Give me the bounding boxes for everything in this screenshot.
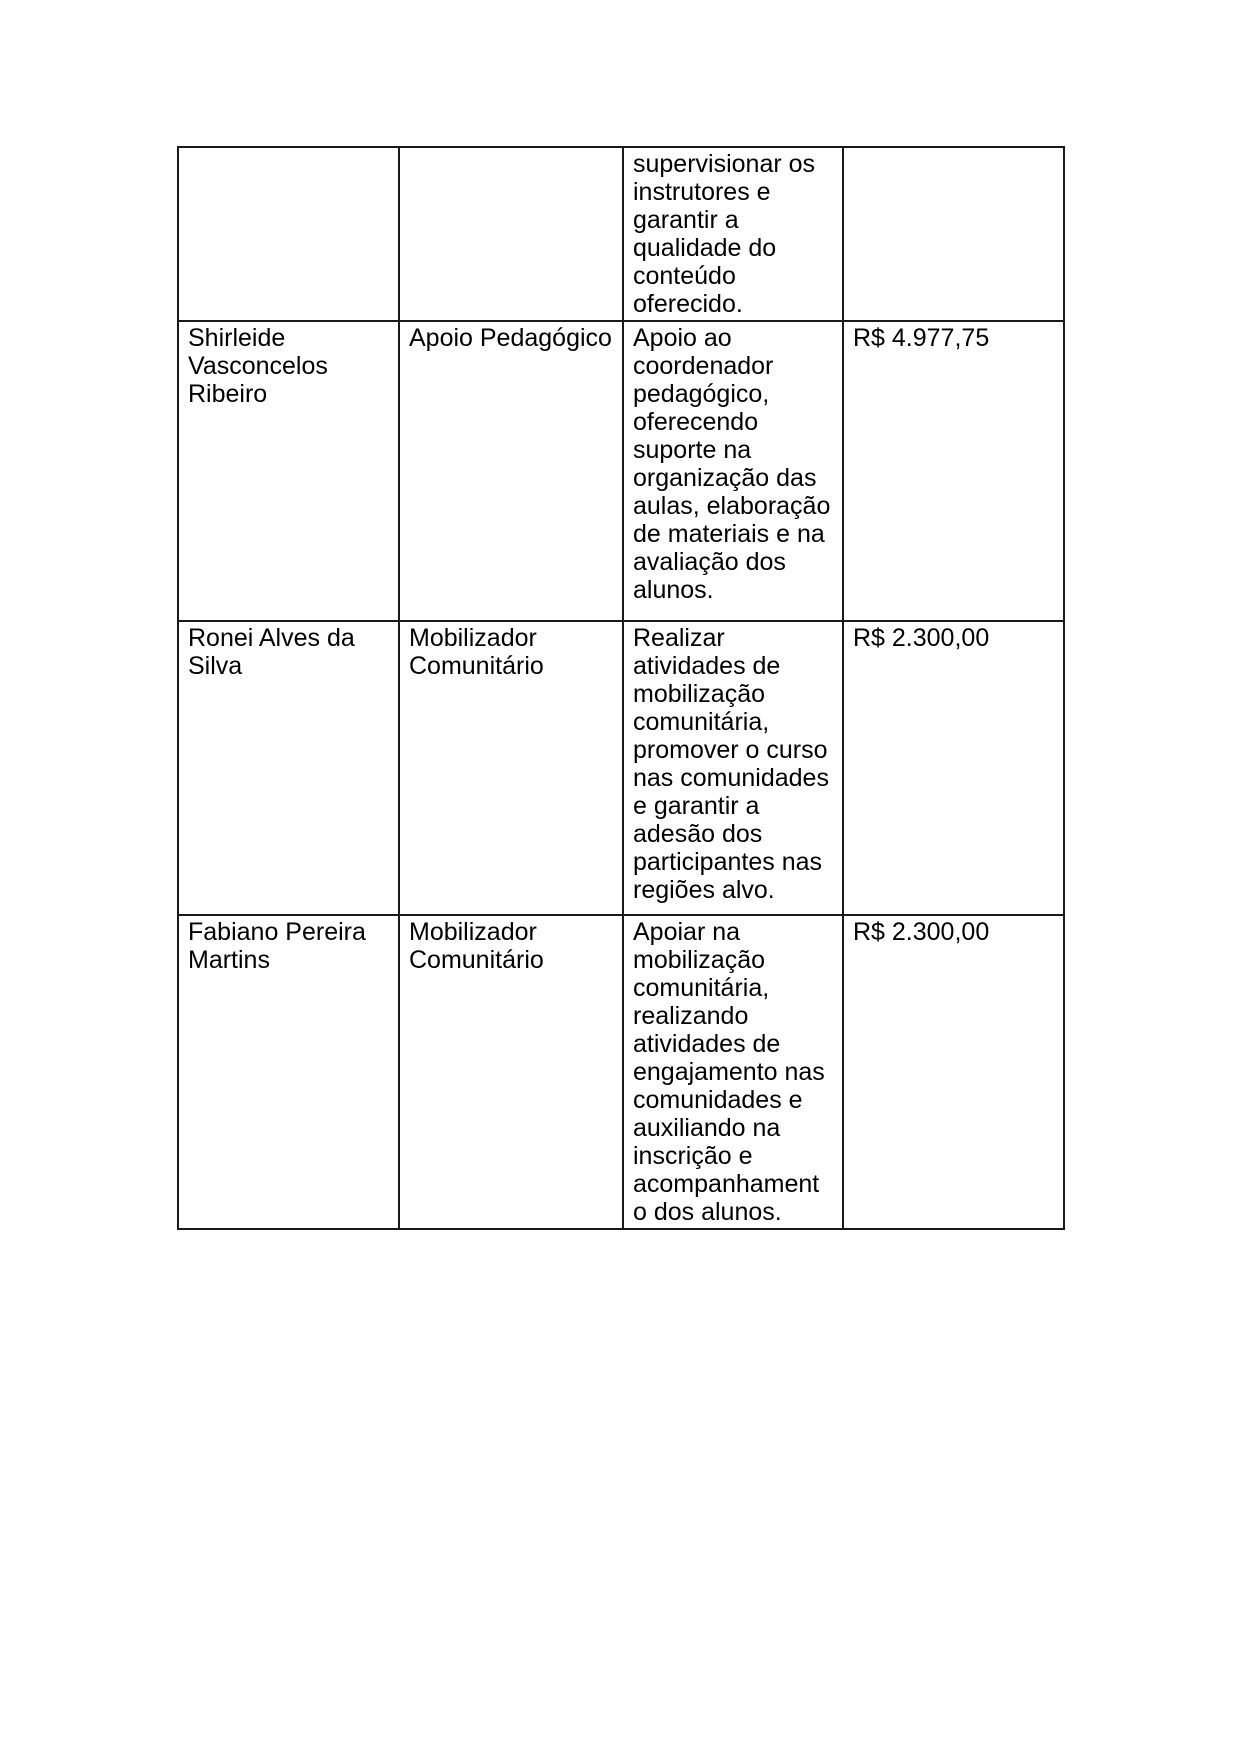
cell-value: R$ 2.300,00 [843, 621, 1064, 915]
cell-value [843, 147, 1064, 321]
cell-value: R$ 4.977,75 [843, 321, 1064, 621]
cell-role: Mobilizador Comunitário [399, 915, 623, 1229]
cell-role: Mobilizador Comunitário [399, 621, 623, 915]
cell-role [399, 147, 623, 321]
cell-role: Apoio Pedagógico [399, 321, 623, 621]
table-row [178, 621, 1064, 915]
cell-description: supervisionar os instrutores e garantir a qualidade do conteúdo oferecido. [623, 147, 843, 321]
cell-name: Ronei Alves da Silva [178, 621, 399, 915]
cell-description: Apoiar na mobilização comunitária, realizando atividades de engajamento nas comunidades e auxiliando na inscrição e acompanhamento dos alunos. [623, 915, 843, 1229]
cell-name [178, 147, 399, 321]
table-row [178, 321, 1064, 621]
cell-value: R$ 2.300,00 [843, 915, 1064, 1229]
staff-table [177, 146, 1065, 1230]
cell-description: Realizar atividades de mobilização comunitária, promover o curso nas comunidades e garantir a adesão dos participantes nas regiões alvo. [623, 621, 843, 915]
table-row [178, 147, 1064, 321]
cell-name: Shirleide Vasconcelos Ribeiro [178, 321, 399, 621]
cell-description: Apoio ao coordenador pedagógico, oferecendo suporte na organização das aulas, elaboração de materiais e na avaliação dos alunos. [623, 321, 843, 621]
cell-name: Fabiano Pereira Martins [178, 915, 399, 1229]
table-row [178, 915, 1064, 1229]
